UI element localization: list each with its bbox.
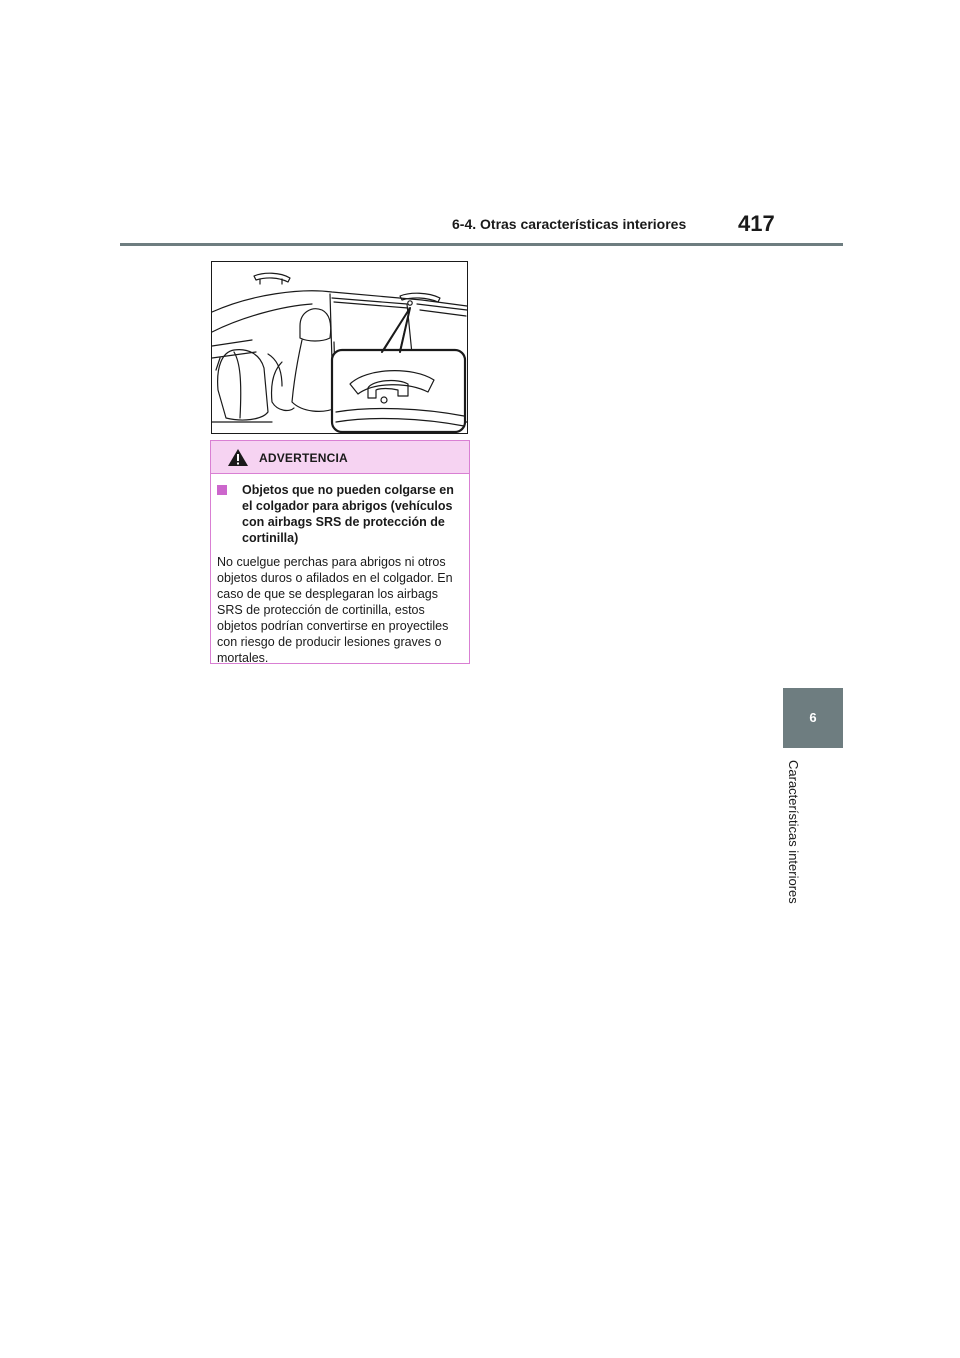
warning-body: No cuelgue perchas para abrigos ni otros objetos duros o afilados en el colgador. En caso de que se desplegaran los airbags SRS de protección de cortinilla, estos objetos podrían convertirse en proyectiles con riesgo de producir lesiones graves o mortales.	[217, 555, 453, 665]
warning-heading-text: Objetos que no pueden colgarse en el colgador para abrigos (vehículos con airbags SRS de protección de cortinilla)	[242, 483, 454, 545]
chapter-number: 6	[809, 710, 817, 725]
warning-triangle-icon	[227, 448, 249, 472]
coat-hook-illustration	[211, 261, 468, 434]
page-number: 417	[738, 211, 775, 236]
chapter-label: Características interiores	[786, 760, 801, 904]
warning-heading	[217, 482, 457, 546]
warning-box	[210, 440, 470, 664]
warning-title: ADVERTENCIA	[259, 451, 348, 465]
chapter-tab	[783, 688, 843, 748]
bullet-square-icon	[217, 485, 227, 495]
warning-header	[211, 441, 469, 474]
section-title: 6-4. Otras características interiores	[452, 216, 687, 232]
header-rule	[120, 243, 843, 246]
